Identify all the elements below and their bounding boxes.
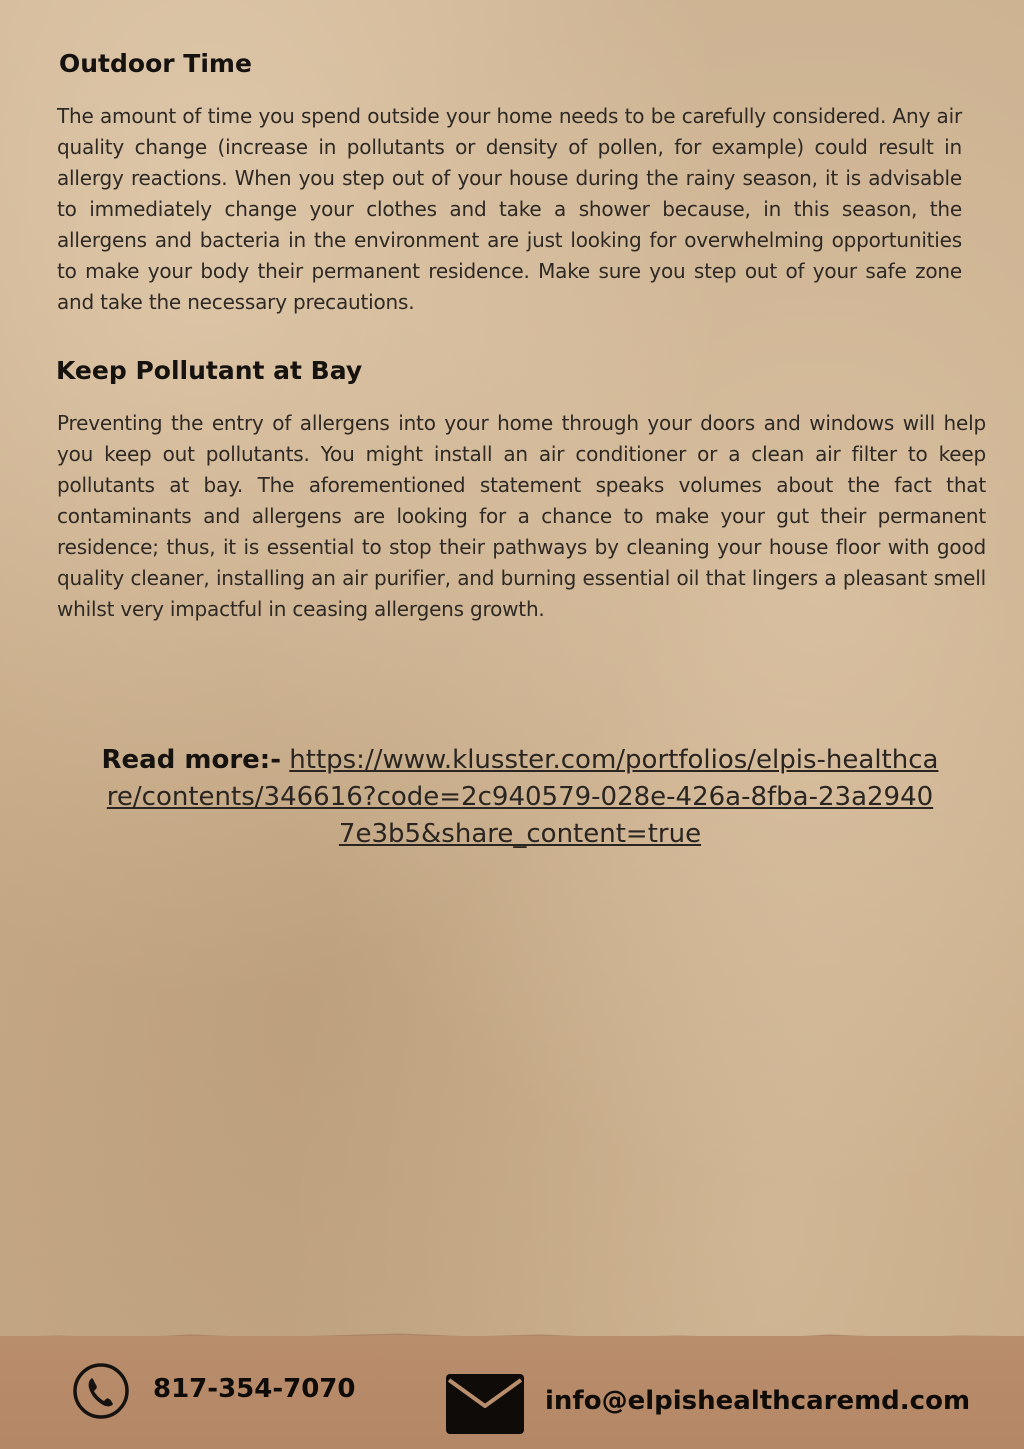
footer-phone-number[interactable]: 817-354-7070 [153,1374,356,1404]
envelope-icon [446,1374,524,1434]
read-more-label: Read more:- [101,745,281,775]
section-body-keep-pollutant: Preventing the entry of allergens into your home through your doors and windows will help you keep out pollutants. You might install an air conditioner or a clean air filter to keep pollutants at bay. The aforementioned statement speaks volumes about the fact that contaminants and allergens are looking for a chance to make your gut their permanent residence; thus, it is essential to stop their pathways by cleaning your house floor with good quality cleaner, installing an air purifier, and burning essential oil that lingers a pleasant smell whilst very impactful in ceasing allergens growth. [57,411,986,621]
section-heading-outdoor-time: Outdoor Time [59,49,252,78]
read-more-link[interactable]: https://www.klusster.com/portfolios/elpis-healthcare/contents/346616?code=2c940579-028e-426a-8fba-23a29407e3b5&share_content=true [106,745,939,849]
section-body-outdoor-time: The amount of time you spend outside your home needs to be carefully considered. Any air quality change (increase in pollutants or density of pollen, for example) could result in allergy reactions. When you step out of your house during the rainy season, it is advisable to immediately change your clothes and take a shower because, in this season, the allergens and bacteria in the environment are just looking for overwhelming opportunities to make your body their permanent residence. Make sure you step out of your safe zone and take the necessary precautions. [57,104,962,314]
footer-email[interactable]: info@elpishealthcaremd.com [545,1386,971,1416]
phone-icon [72,1362,130,1420]
read-more-block [100,742,940,853]
section-heading-keep-pollutant: Keep Pollutant at Bay [56,356,363,385]
